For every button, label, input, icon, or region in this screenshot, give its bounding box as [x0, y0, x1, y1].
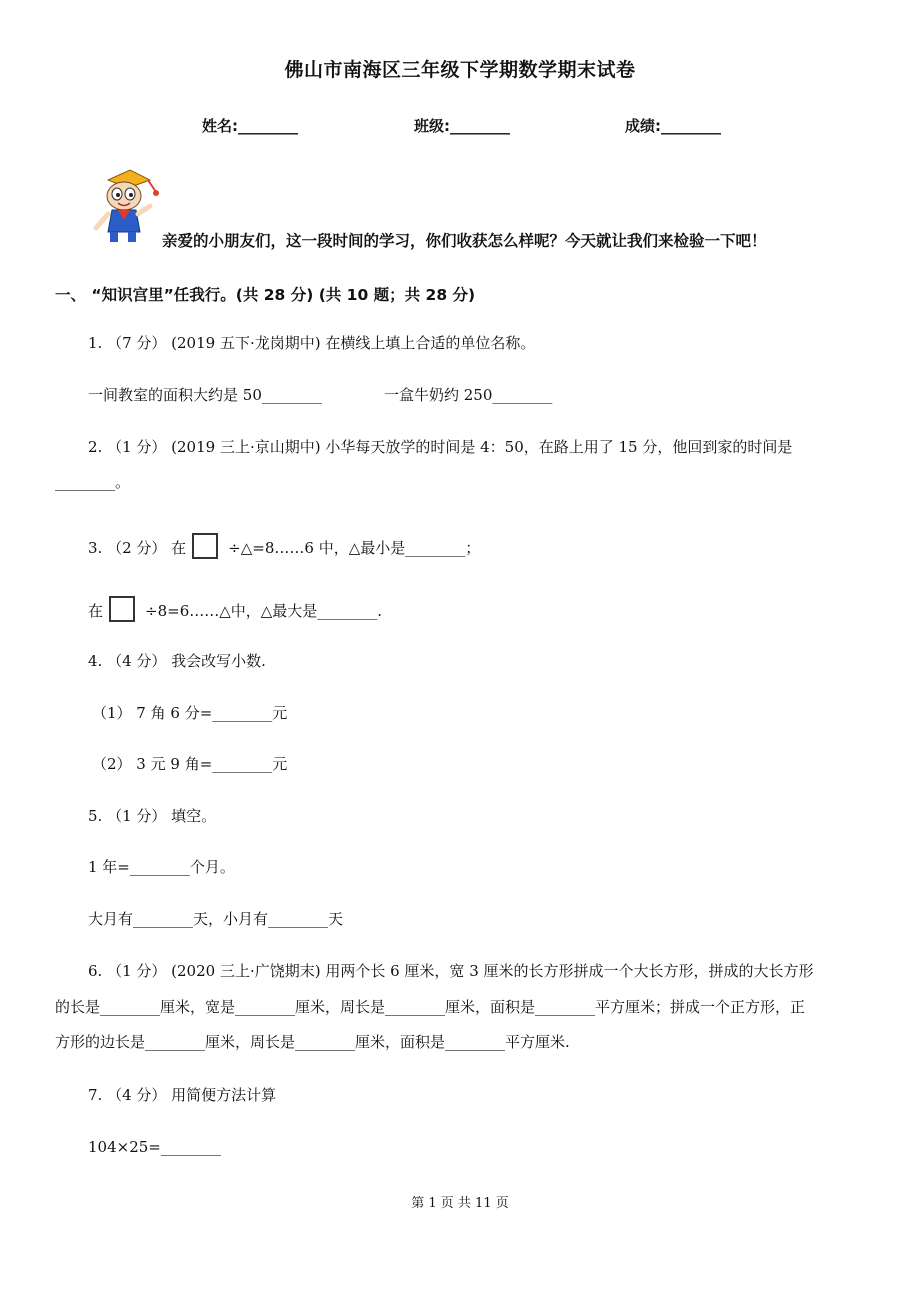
page-footer: 第 1 页 共 11 页: [411, 1196, 509, 1211]
class-field-label: 班级:________: [414, 117, 510, 135]
score-field-label: 成绩:________: [625, 117, 721, 135]
question-3-prefix: 3. （2 分） 在: [88, 539, 187, 557]
question-5-part-b: 大月有________天，小月有________天: [88, 910, 344, 928]
question-5-part-a: 1 年=________个月。: [88, 858, 235, 876]
question-4-part-2: （2） 3 元 9 角=________元: [92, 755, 288, 773]
question-1-stem: 1. （7 分） (2019 五下·龙岗期中) 在横线上填上合适的单位名称。: [88, 334, 536, 352]
question-4-part-1: （1） 7 角 6 分=________元: [92, 704, 288, 722]
question-6-line-2: 的长是________厘米，宽是________厘米，周长是________厘米，面积是________平方厘米；拼成一个正方形，正: [55, 998, 806, 1016]
question-3-suffix: ÷△=8……6 中，△最小是________；: [228, 539, 481, 557]
page-title: 佛山市南海区三年级下学期数学期末试卷: [284, 59, 636, 81]
question-3-line-1: [88, 533, 480, 559]
question-1-part-b: 一盒牛奶约 250________: [384, 386, 553, 404]
section-1-heading: 一、 “知识宫里”任我行。(共 28 分) (共 10 题；共 28 分): [55, 286, 476, 304]
question-2-blank: ________。: [55, 473, 131, 491]
blank-square-box: [192, 533, 218, 559]
question-3-prefix-2: 在: [88, 602, 104, 620]
greeting-text: 亲爱的小朋友们，这一段时间的学习，你们收获怎么样呢？今天就让我们来检验一下吧！: [162, 232, 767, 250]
question-1-part-a: 一间教室的面积大约是 50________: [88, 386, 322, 404]
question-2-stem: 2. （1 分） (2019 三上·京山期中) 小华每天放学的时间是 4：50，在路上用了 15 分，他回到家的时间是: [88, 438, 793, 456]
question-5-stem: 5. （1 分） 填空。: [88, 807, 217, 825]
question-4-stem: 4. （4 分） 我会改写小数.: [88, 652, 266, 670]
question-7-stem: 7. （4 分） 用简便方法计算: [88, 1086, 277, 1104]
mascot-illustration: [88, 166, 168, 246]
question-3-suffix-2: ÷8=6……△中，△最大是________.: [145, 602, 383, 620]
question-6-line-1: 6. （1 分） (2020 三上·广饶期末) 用两个长 6 厘米，宽 3 厘米的长方形拼成一个大长方形，拼成的大长方形: [88, 962, 814, 980]
question-6-line-3: 方形的边长是________厘米，周长是________厘米，面积是________平方厘米.: [55, 1033, 570, 1051]
question-3-line-2: [88, 596, 382, 622]
blank-square-box: [109, 596, 135, 622]
name-field-label: 姓名:________: [202, 117, 298, 135]
question-7-part-a: 104×25=________: [88, 1138, 221, 1156]
